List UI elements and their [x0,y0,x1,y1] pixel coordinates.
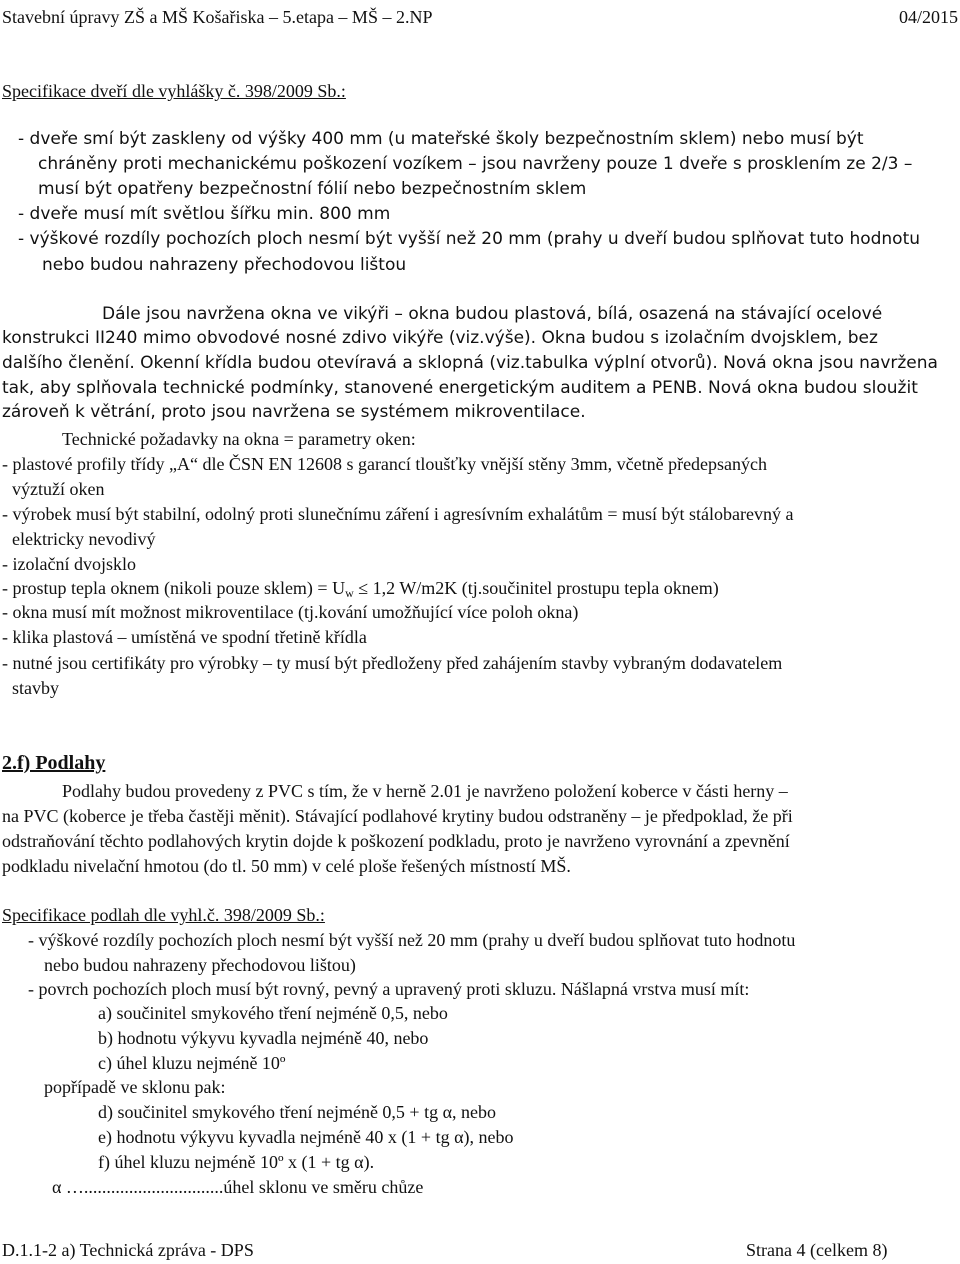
windows-requirement: - plastové profily třídy „A“ dle ČSN EN 12608 s garancí tloušťky vnější stěny 3mm, včetně předepsaných [2,454,768,474]
page-header-title: Stavební úpravy ZŠ a MŠ Košařiska – 5.etapa – MŠ – 2.NP [2,7,433,27]
floors-spec-item: f) úhel kluzu nejméně 10º x (1 + tg α). [98,1152,375,1172]
page-footer-document: D.1.1-2 a) Technická zpráva - DPS [2,1240,254,1260]
windows-requirement: - výrobek musí být stabilní, odolný proti slunečnímu záření i agresívním exhalátům = musí být stálobarevný a [2,504,794,524]
floors-spec-item: e) hodnotu výkyvu kyvadla nejméně 40 x (1 + tg α), nebo [98,1127,514,1147]
windows-paragraph-line: zároveň k větrání, proto jsou navržena se systémem mikroventilace. [2,402,586,422]
floors-spec-heading: Specifikace podlah dle vyhl.č. 398/2009 Sb.: [2,905,325,925]
windows-paragraph-line: Dále jsou navržena okna ve vikýři – okna budou plastová, bílá, osazená na stávající ocelové [102,304,883,324]
floors-spec-line: popřípadě ve sklonu pak: [44,1077,226,1097]
windows-paragraph-line: konstrukci II240 mimo obvodové nosné zdivo vikýře (viz.výše). Okna budou s izolačním dvojsklem, bez [2,328,878,348]
floors-spec-line: α …...............................úhel sklonu ve směru chůze [52,1177,424,1197]
doors-spec-line: - dveře smí být zaskleny od výšky 400 mm (u mateřské školy bezpečnostním sklem) nebo musí být [18,129,864,149]
floors-paragraph-line: Podlahy budou provedeny z PVC s tím, že v herně 2.01 je navrženo položení koberce v části herny – [62,781,788,801]
page-footer-page-number: Strana 4 (celkem 8) [746,1240,888,1260]
floors-paragraph-line: odstraňování těchto podlahových krytin dojde k poškození podkladu, proto je navrženo vyrovnání a zpevnění [2,831,790,851]
windows-requirement: stavby [12,678,59,698]
windows-paragraph-line: tak, aby splňovala technické podmínky, stanovené energetickým auditem a PENB. Nová okna budou sloužit [2,378,918,398]
floors-spec-item: d) součinitel smykového tření nejméně 0,5 + tg α, nebo [98,1102,497,1122]
doors-spec-line: chráněny proti mechanickému poškození vozíkem – jsou navrženy pouze 1 dveře s prosklením ze 2/3 – [38,154,913,174]
windows-requirement-uw: - prostup tepla oknem (nikoli pouze sklem) = $U_w \le 1,2$ W/m2K (tj.součinitel prostupu tepla oknem) [2,578,719,600]
doors-spec-line: - dveře musí mít světlou šířku min. 800 mm [18,204,391,224]
windows-requirement: - izolační dvojsklo [2,554,136,574]
windows-requirements-title: Technické požadavky na okna = parametry oken: [62,429,416,449]
windows-requirement: - klika plastová – umístěná ve spodní třetině křídla [2,627,367,647]
windows-requirement: elektricky nevodivý [12,529,156,549]
section-heading-floors: 2.f) Podlahy [2,752,106,774]
floors-spec-line: - výškové rozdíly pochozích ploch nesmí být vyšší než 20 mm (prahy u dveří budou splňovat tuto hodnotu [28,930,796,950]
floors-paragraph-line: na PVC (koberce je třeba častěji měnit). Stávající podlahové krytiny budou odstraněny – je předpoklad, že při [2,806,793,826]
windows-requirement: - nutné jsou certifikáty pro výrobky – ty musí být předloženy před zahájením stavby vybraným dodavatelem [2,653,783,673]
floors-spec-item: c) úhel kluzu nejméně 10º [98,1053,286,1073]
windows-requirement: výztuží oken [12,479,105,499]
floors-paragraph-line: podkladu nivelační hmotou (do tl. 50 mm) v celé ploše řešených místností MŠ. [2,856,571,876]
doors-spec-heading: Specifikace dveří dle vyhlášky č. 398/2009 Sb.: [2,81,346,101]
doors-spec-line: musí být opatřeny bezpečnostní fólií nebo bezpečnostním sklem [38,179,587,199]
floors-spec-item: a) součinitel smykového tření nejméně 0,5, nebo [98,1003,448,1023]
windows-requirement: - okna musí mít možnost mikroventilace (tj.kování umožňující více poloh okna) [2,602,579,622]
doors-spec-line: nebo budou nahrazeny přechodovou lištou [42,255,407,275]
doors-spec-line: - výškové rozdíly pochozích ploch nesmí být vyšší než 20 mm (prahy u dveří budou splňovat tuto hodnotu [18,229,921,249]
floors-spec-item: b) hodnotu výkyvu kyvadla nejméně 40, nebo [98,1028,429,1048]
floors-spec-line: - povrch pochozích ploch musí být rovný, pevný a upravený proti skluzu. Nášlapná vrstva musí mít: [28,979,750,999]
windows-paragraph-line: dalšího členění. Okenní křídla budou otevíravá a sklopná (viz.tabulka výplní otvorů). Nová okna jsou navržena [2,353,938,373]
floors-spec-line: nebo budou nahrazeny přechodovou lištou) [44,955,356,975]
page-header-date: 04/2015 [898,7,958,27]
